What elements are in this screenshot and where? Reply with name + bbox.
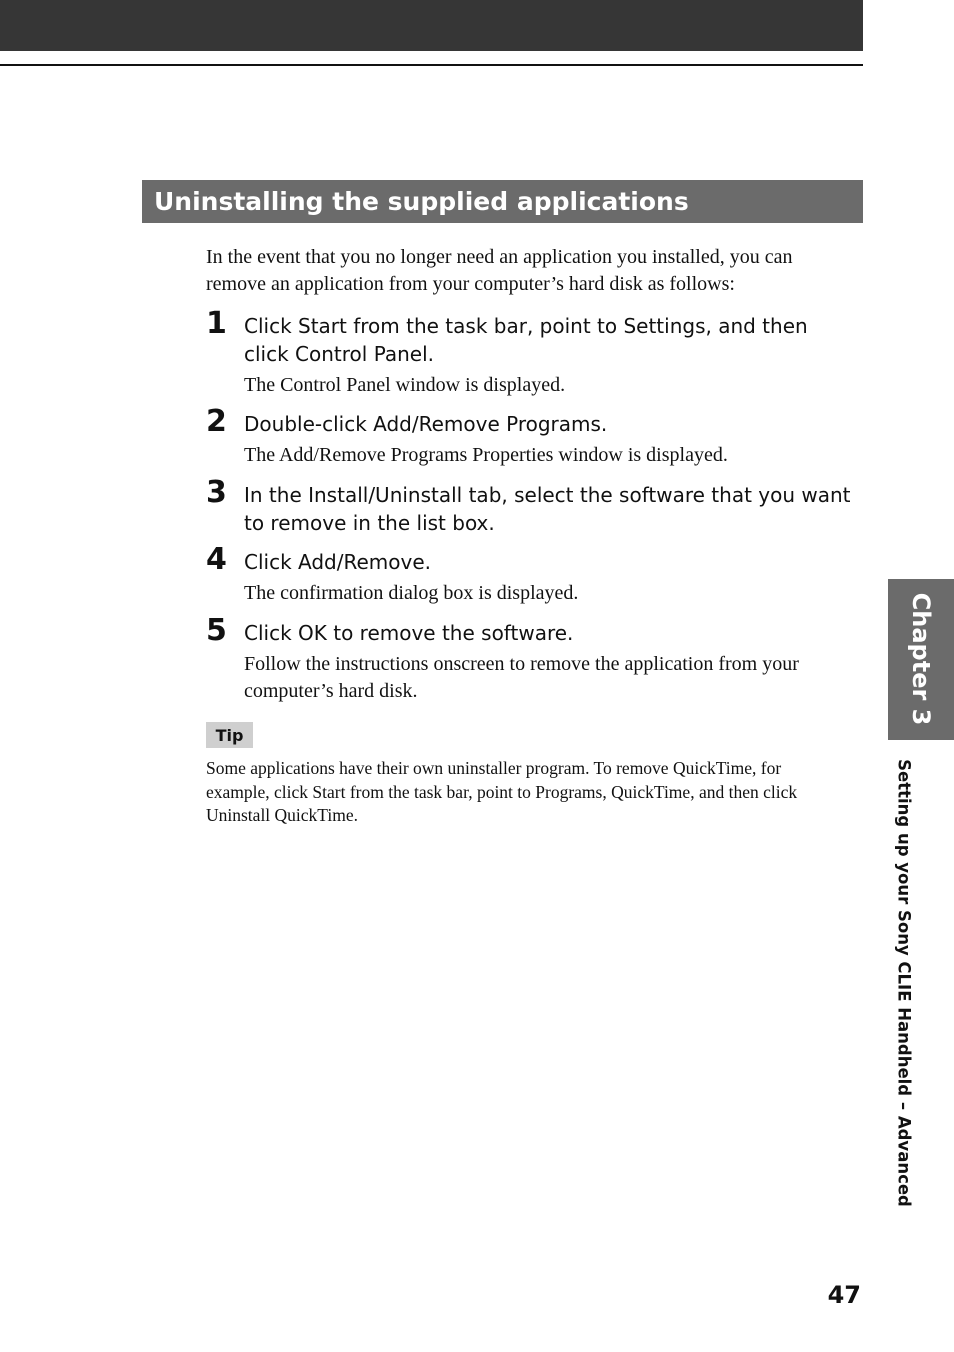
top-bar [0,0,863,51]
tip-badge: Tip [206,722,253,748]
step-5 [206,613,856,705]
step-1 [206,306,856,399]
step-instruction: Click Add/Remove. [244,550,431,574]
step-instruction: In the Install/Uninstall tab, select the software that you want to remove in the list box. [244,483,851,535]
step-instruction: Double-click Add/Remove Programs. [244,412,608,436]
section-header [142,180,863,223]
page-number: 47 [827,1281,861,1309]
section-title: Uninstalling the supplied applications [154,187,689,216]
step-number: 5 [206,613,227,648]
step-number: 1 [206,306,227,341]
step-3 [206,475,856,537]
intro-paragraph: In the event that you no longer need an application you installed, you can remove an application from your computer’s hard disk as follows: [206,246,793,295]
step-result: The Control Panel window is displayed. [244,374,566,396]
step-instruction: Click OK to remove the software. [244,621,574,645]
step-4 [206,542,856,607]
step-result: The confirmation dialog box is displayed. [244,582,579,604]
step-result: Follow the instructions onscreen to remove the application from your computer’s hard disk. [244,653,799,702]
step-number: 3 [206,475,227,510]
chapter-label: Chapter 3 [907,592,935,726]
step-number: 4 [206,542,227,577]
step-2 [206,404,856,469]
step-instruction: Click Start from the task bar, point to Settings, and then click Control Panel. [244,314,808,366]
tip-text: Some applications have their own uninstaller program. To remove QuickTime, for example, click Start from the task bar, point to Programs, QuickTime, and then click Uninstall QuickTime. [206,758,798,825]
step-number: 2 [206,404,227,439]
top-rule [0,64,863,66]
step-result: The Add/Remove Programs Properties window is displayed. [244,444,728,466]
chapter-caption: Setting up your Sony CLIE Handheld – Advanced [894,759,914,1207]
